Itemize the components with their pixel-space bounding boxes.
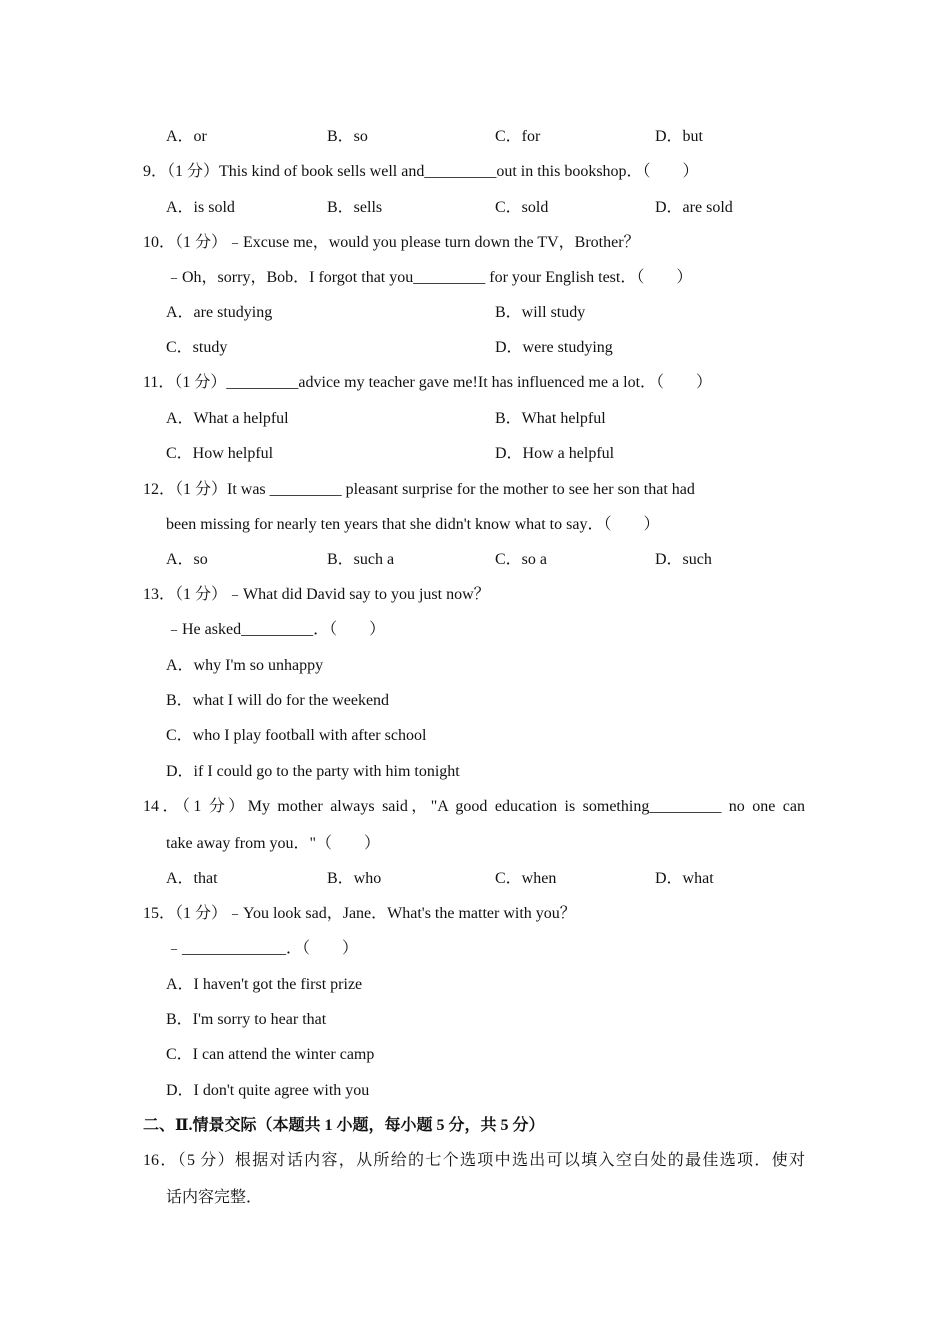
question-stem: 14．（1 分）My mother always said，"A good education is something_________ no one can bbox=[143, 798, 805, 815]
question-stem: 13．（1 分）﹣What did David say to you just now？ bbox=[143, 586, 490, 603]
question-stem-line-2: ﹣He asked_________．（ ） bbox=[166, 621, 386, 638]
option-d: D．were studying bbox=[495, 339, 613, 356]
option-b: B．I'm sorry to hear that bbox=[166, 1011, 327, 1028]
option-c: C．sold bbox=[495, 199, 549, 216]
question-stem-line-2: ﹣_____________．（ ） bbox=[166, 940, 359, 957]
option-a: A．or bbox=[166, 128, 207, 145]
option-d: D．How a helpful bbox=[495, 445, 615, 462]
option-b: B．what I will do for the weekend bbox=[166, 692, 390, 709]
option-b: B．will study bbox=[495, 304, 586, 321]
option-a: A．I haven't got the first prize bbox=[166, 976, 363, 993]
question-stem: 15．（1 分）﹣You look sad，Jane．What's the matter with you？ bbox=[143, 905, 576, 922]
option-a: A．are studying bbox=[166, 304, 273, 321]
question-stem-line-2: 话内容完整． bbox=[166, 1189, 263, 1206]
option-d: D．but bbox=[655, 128, 704, 145]
question-stem: 16．（5 分）根据对话内容，从所给的七个选项中选出可以填入空白处的最佳选项．使对 bbox=[143, 1152, 805, 1169]
option-d: D．if I could go to the party with him tonight bbox=[166, 763, 460, 780]
option-c: C．I can attend the winter camp bbox=[166, 1046, 375, 1063]
option-b: B．such a bbox=[327, 551, 395, 568]
section-heading: 二、Ⅱ.情景交际（本题共 1 小题，每小题 5 分，共 5 分） bbox=[143, 1117, 545, 1134]
question-stem: 9．（1 分）This kind of book sells well and_________out in this bookshop．（ ） bbox=[143, 163, 699, 180]
option-b: B．What helpful bbox=[495, 410, 606, 427]
option-c: C．study bbox=[166, 339, 228, 356]
question-stem: 12．（1 分）It was _________ pleasant surprise for the mother to see her son that had bbox=[143, 481, 695, 498]
option-d: D．are sold bbox=[655, 199, 733, 216]
question-stem: 11．（1 分）_________advice my teacher gave me!It has influenced me a lot．（ ） bbox=[143, 374, 713, 391]
option-b: B．so bbox=[327, 128, 368, 145]
option-c: C．who I play football with after school bbox=[166, 727, 427, 744]
option-a: A．What a helpful bbox=[166, 410, 289, 427]
question-stem: 10．（1 分）﹣Excuse me，would you please turn down the TV，Brother？ bbox=[143, 234, 640, 251]
option-c: C．so a bbox=[495, 551, 548, 568]
option-a: A．so bbox=[166, 551, 208, 568]
question-stem-line-2: take away from you．"（ ） bbox=[166, 835, 381, 852]
option-a: A．is sold bbox=[166, 199, 235, 216]
option-c: C．when bbox=[495, 870, 557, 887]
option-d: D．what bbox=[655, 870, 714, 887]
question-stem-line-2: ﹣Oh，sorry，Bob．I forgot that you_________ for your English test．（ ） bbox=[166, 269, 693, 286]
option-b: B．sells bbox=[327, 199, 383, 216]
option-b: B．who bbox=[327, 870, 382, 887]
option-c: C．How helpful bbox=[166, 445, 274, 462]
option-c: C．for bbox=[495, 128, 541, 145]
option-a: A．why I'm so unhappy bbox=[166, 657, 324, 674]
option-d: D．such bbox=[655, 551, 712, 568]
option-a: A．that bbox=[166, 870, 218, 887]
question-stem-line-2: been missing for nearly ten years that she didn't know what to say．（ ） bbox=[166, 516, 660, 533]
option-d: D．I don't quite agree with you bbox=[166, 1082, 370, 1099]
